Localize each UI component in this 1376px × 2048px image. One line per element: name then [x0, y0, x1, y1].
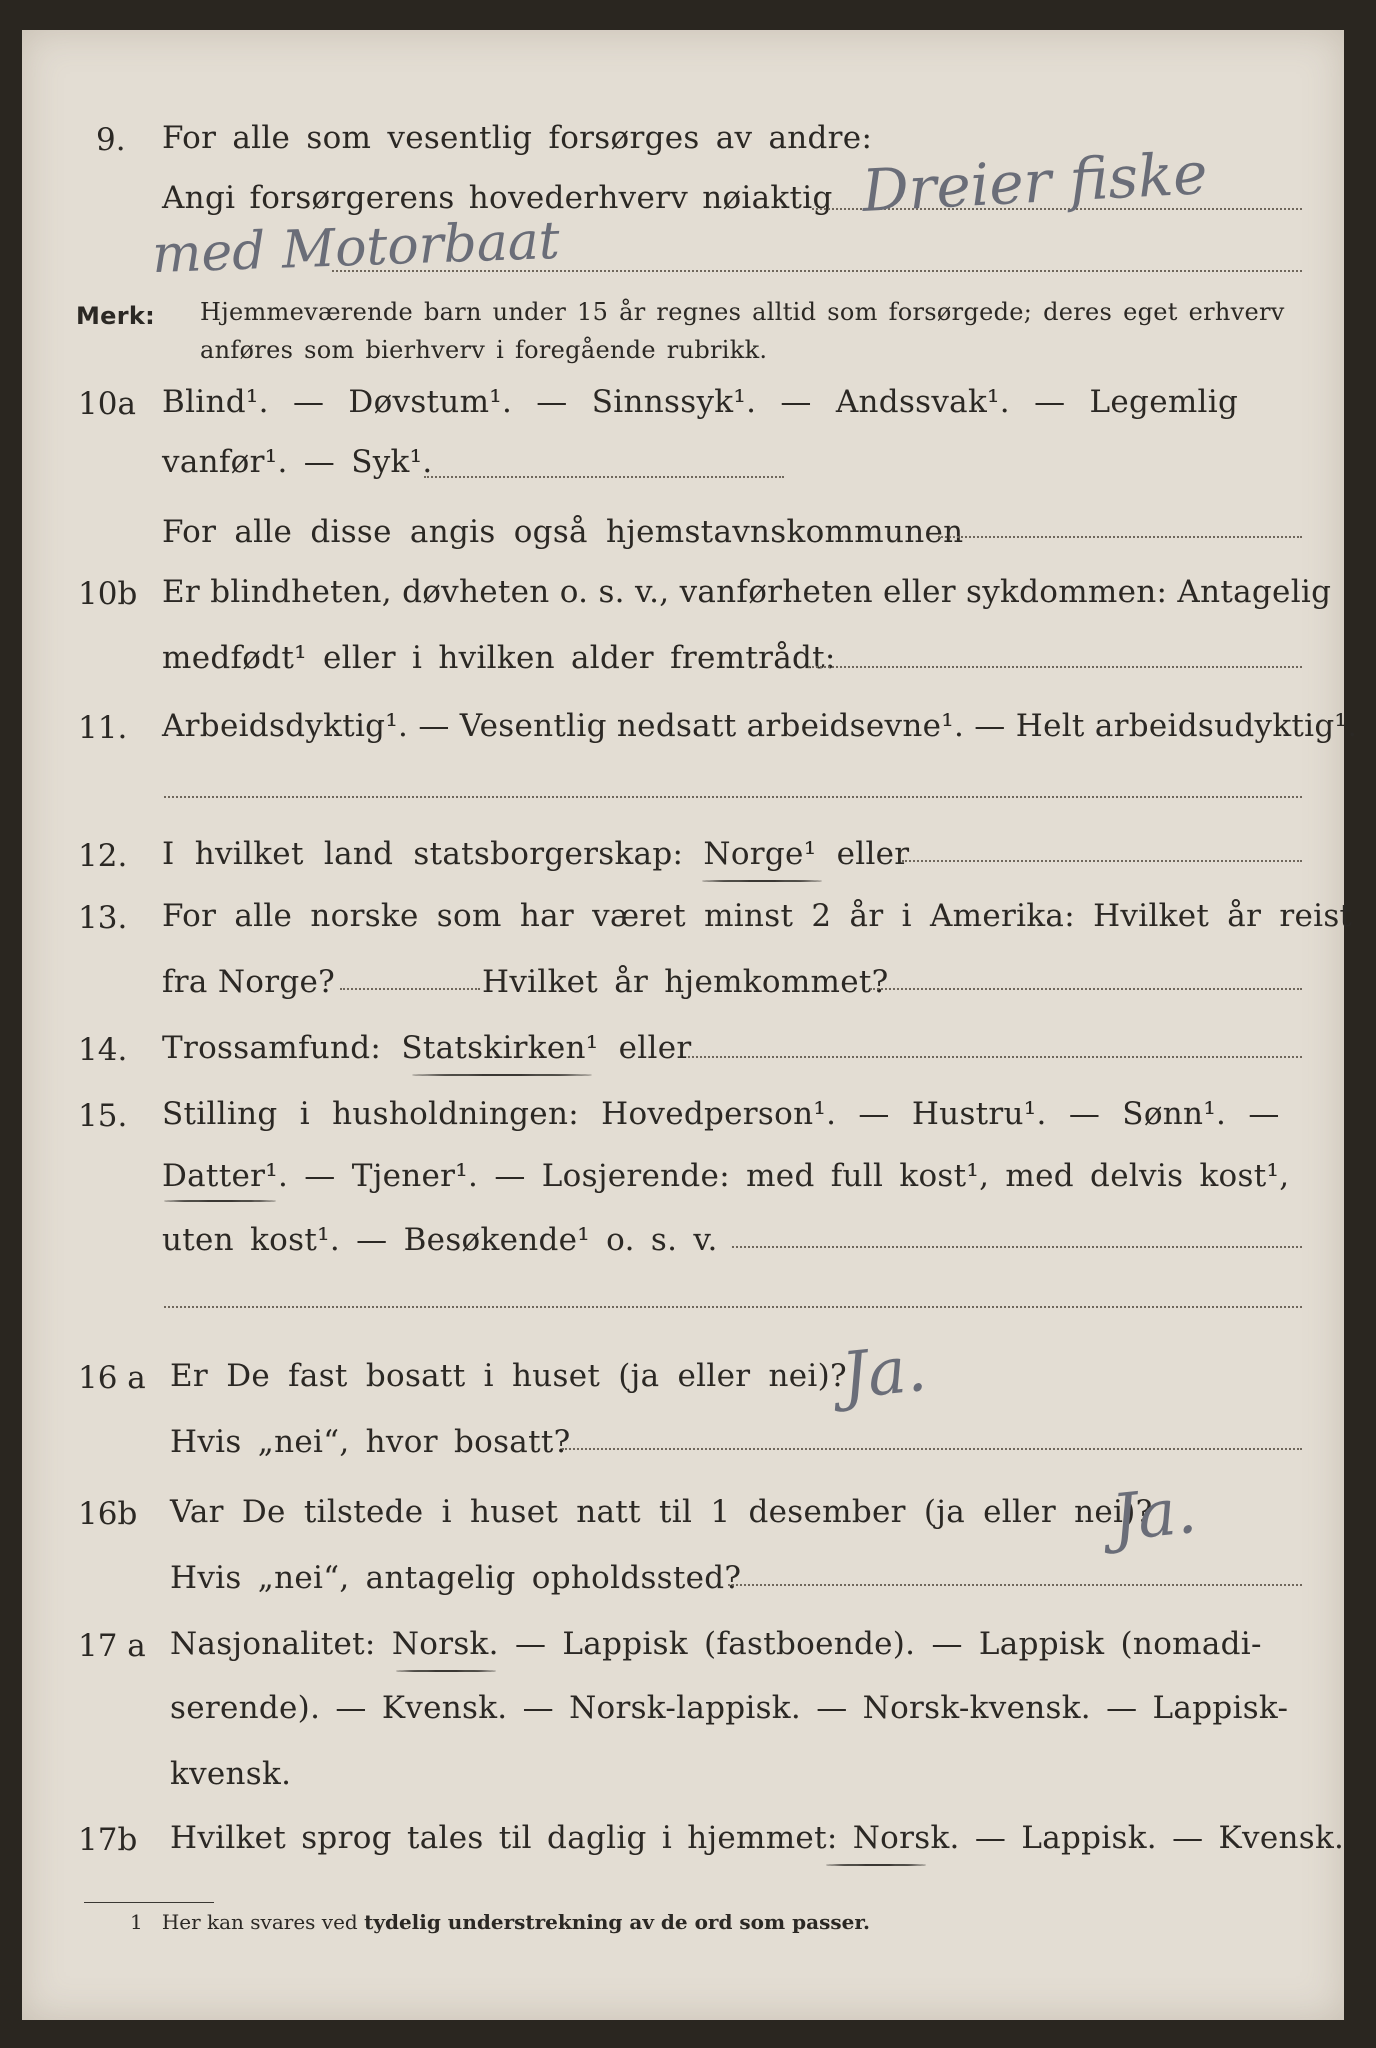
- q14-line: [162, 1030, 692, 1066]
- q14-eller: eller: [618, 1030, 692, 1066]
- q10a-fill-line-2: [938, 536, 1302, 538]
- q12-option-norge: Norge¹: [703, 836, 817, 872]
- q16b-fill-line: [728, 1584, 1302, 1586]
- footnote-rule: [84, 1902, 214, 1903]
- item-number-10b: 10b: [78, 576, 138, 612]
- q14-statskirken-underline: [412, 1074, 592, 1076]
- q15-line3: uten kost¹. — Besøkende¹ o. s. v.: [162, 1222, 718, 1258]
- q17b-norsk-underline: [826, 1864, 926, 1866]
- q12-question: I hvilket land statsborgerskap:: [162, 836, 684, 872]
- q12-norge-underline: [702, 880, 822, 882]
- q16a-handwritten-answer: Ja.: [838, 1331, 930, 1415]
- footnote-plain: Her kan svares ved: [161, 1910, 358, 1934]
- q17a-option-norsk: Norsk.: [391, 1626, 499, 1662]
- q11-fill-line: [164, 796, 1302, 798]
- footnote: [130, 1910, 870, 1934]
- q10a-fill-line-1: [424, 476, 784, 478]
- q13-line2a: fra Norge?: [162, 964, 336, 1000]
- q15-line1: Stilling i husholdningen: Hovedperson¹. — Hustru¹. — Sønn¹. —: [162, 1096, 1280, 1132]
- q13-fill-line-2: [870, 988, 1302, 990]
- q10b-line2: medfødt¹ eller i hvilken alder fremtrådt:: [162, 640, 836, 676]
- item-number-9: 9.: [96, 122, 126, 158]
- item-number-10a: 10a: [78, 386, 136, 422]
- merk-text-1: Hjemmeværende barn under 15 år regnes alltid som forsørgede; deres eget erhverv: [200, 298, 1285, 326]
- item-number-11: 11.: [78, 710, 128, 746]
- q13-fill-line-1: [340, 988, 480, 990]
- q17b-option-norsk: Norsk.: [852, 1820, 960, 1856]
- q16a-line2: Hvis „nei“, hvor bosatt?: [170, 1424, 571, 1460]
- item-number-13: 13.: [78, 900, 128, 936]
- q17b-question: Hvilket sprog tales til daglig i hjemmet:: [170, 1820, 838, 1856]
- q13-line1: For alle norske som har været minst 2 år i Amerika: Hvilket år reist: [162, 898, 1353, 934]
- q15-fill-line-1: [732, 1246, 1302, 1248]
- q9-handwritten-answer-1: Dreier fiske: [860, 139, 1210, 225]
- q17a-norsk-underline: [396, 1670, 496, 1672]
- q10a-line2: vanfør¹. — Syk¹.: [162, 444, 433, 480]
- q15-line2-rest: . — Tjener¹. — Losjerende: med full kost¹, med delvis kost¹,: [277, 1158, 1290, 1194]
- q13-line2b: Hvilket år hjemkommet?: [482, 964, 889, 1000]
- q17b-rest: — Lappisk. — Kvensk.: [974, 1820, 1345, 1856]
- q12-line: [162, 836, 909, 872]
- item-number-17b: 17b: [78, 1822, 138, 1858]
- q11-line1: Arbeidsdyktig¹. — Vesentlig nedsatt arbeidsevne¹. — Helt arbeidsudyktig¹.: [162, 708, 1358, 744]
- census-form-page: [22, 30, 1358, 2020]
- q16b-handwritten-answer: Ja.: [1108, 1473, 1200, 1557]
- q16b-line2: Hvis „nei“, antagelig opholdssted?: [170, 1560, 742, 1596]
- footnote-bold: tydelig understrekning av de ord som passer.: [364, 1910, 870, 1934]
- item-number-12: [78, 838, 127, 874]
- merk-text-2: anføres som bierhverv i foregående rubrikk.: [200, 336, 768, 364]
- q14-option-statskirken: Statskirken¹: [401, 1030, 599, 1066]
- q14-fill-line: [688, 1056, 1302, 1058]
- q9-handwritten-answer-2: med Motorbaat: [151, 210, 561, 286]
- item-number-12-text: 12.: [78, 838, 128, 874]
- q15-option-datter: Datter¹: [162, 1158, 278, 1194]
- q15-fill-line-2: [164, 1306, 1302, 1308]
- item-number-17a: 17 a: [78, 1628, 146, 1664]
- q12-eller: eller: [836, 836, 910, 872]
- item-number-14: 14.: [78, 1032, 128, 1068]
- merk-label: Merk:: [76, 302, 156, 330]
- q12-fill-line: [902, 860, 1302, 862]
- q9-line1: For alle som vesentlig forsørges av andre:: [162, 120, 873, 156]
- item-number-15: 15.: [78, 1098, 128, 1134]
- footnote-mark: 1: [130, 1910, 143, 1934]
- item-number-16b: 16b: [78, 1496, 138, 1532]
- q15-datter-underline: [164, 1200, 276, 1202]
- q10b-fill-line: [808, 666, 1302, 668]
- q17a-line1-rest: — Lappisk (fastboende). — Lappisk (nomadi-: [514, 1626, 1262, 1662]
- q10b-line1: Er blindheten, døvheten o. s. v., vanførheten eller sykdommen: Antagelig: [162, 574, 1332, 610]
- q10a-line3: For alle disse angis også hjemstavnskommunen: [162, 514, 964, 550]
- q17a-question: Nasjonalitet:: [170, 1626, 376, 1662]
- q16a-line1: Er De fast bosatt i huset (ja eller nei)?: [170, 1358, 847, 1394]
- q16b-line1: Var De tilstede i huset natt til 1 desember (ja eller nei)?: [170, 1494, 1153, 1530]
- q9-line2: Angi forsørgerens hovederhverv nøiaktig: [162, 180, 833, 216]
- q17a-line1: [170, 1626, 1262, 1662]
- q17a-line2: serende). — Kvensk. — Norsk-lappisk. — Norsk-kvensk. — Lappisk-: [170, 1690, 1289, 1726]
- q17a-line3: kvensk.: [170, 1756, 292, 1792]
- q17b-line: [170, 1820, 1344, 1856]
- q14-question: Trossamfund:: [162, 1030, 382, 1066]
- q10a-line1: Blind¹. — Døvstum¹. — Sinnssyk¹. — Andssvak¹. — Legemlig: [162, 384, 1239, 420]
- q15-line2: [162, 1158, 1289, 1194]
- q16a-fill-line: [562, 1448, 1302, 1450]
- item-number-16a: 16 a: [78, 1360, 146, 1396]
